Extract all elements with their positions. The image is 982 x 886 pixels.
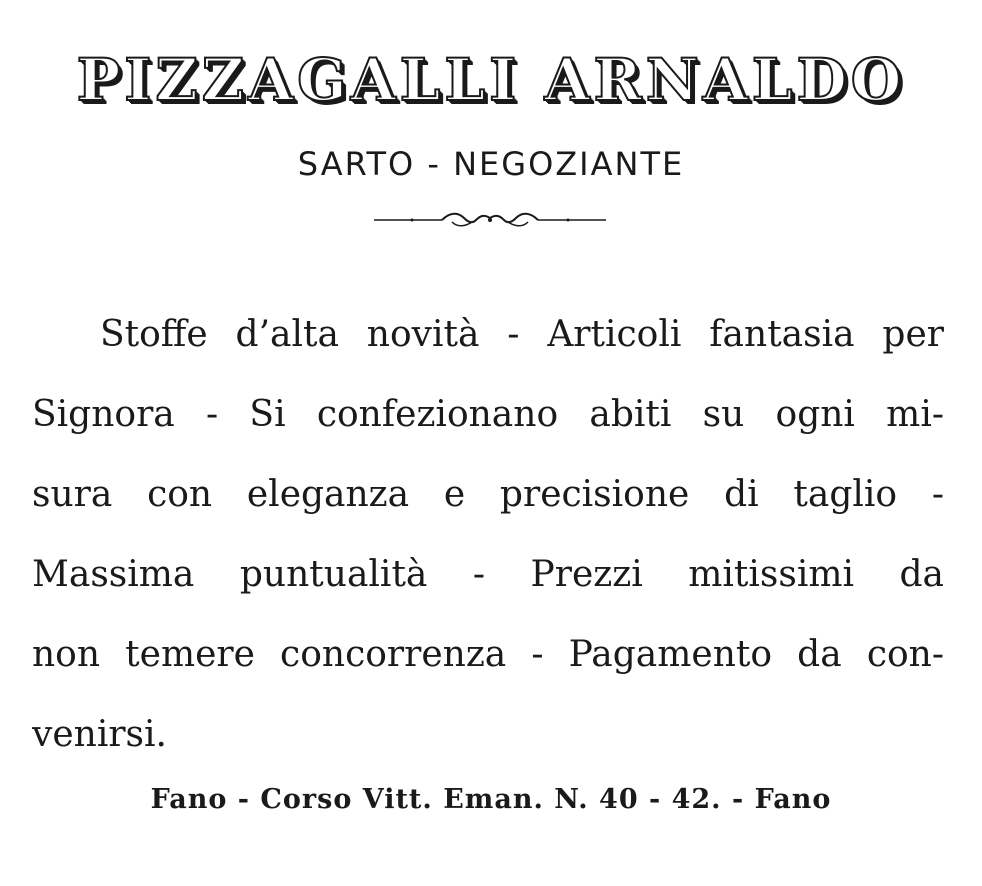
- shop-subtitle: SARTO - NEGOZIANTE: [297, 145, 685, 183]
- advertisement-body: [32, 300, 944, 780]
- body-line-4: Massima puntualità - Prezzi mitissimi da: [32, 554, 944, 595]
- decorative-divider-icon: [372, 208, 608, 232]
- body-line-2: Signora - Si confezionano abiti su ogni mi-: [32, 394, 944, 435]
- shop-name-title: PIZZAGALLI ARNALDO: [76, 46, 906, 114]
- body-line-1: Stoffe d’alta novità - Articoli fantasia per: [100, 314, 944, 355]
- body-line-6: venirsi.: [32, 714, 167, 755]
- shop-address: Fano - Corso Vitt. Eman. N. 40 - 42. - Fano: [150, 784, 832, 815]
- body-line-3: sura con eleganza e precisione di taglio -: [32, 474, 944, 515]
- body-line-5: non temere concorrenza - Pagamento da con-: [32, 634, 944, 675]
